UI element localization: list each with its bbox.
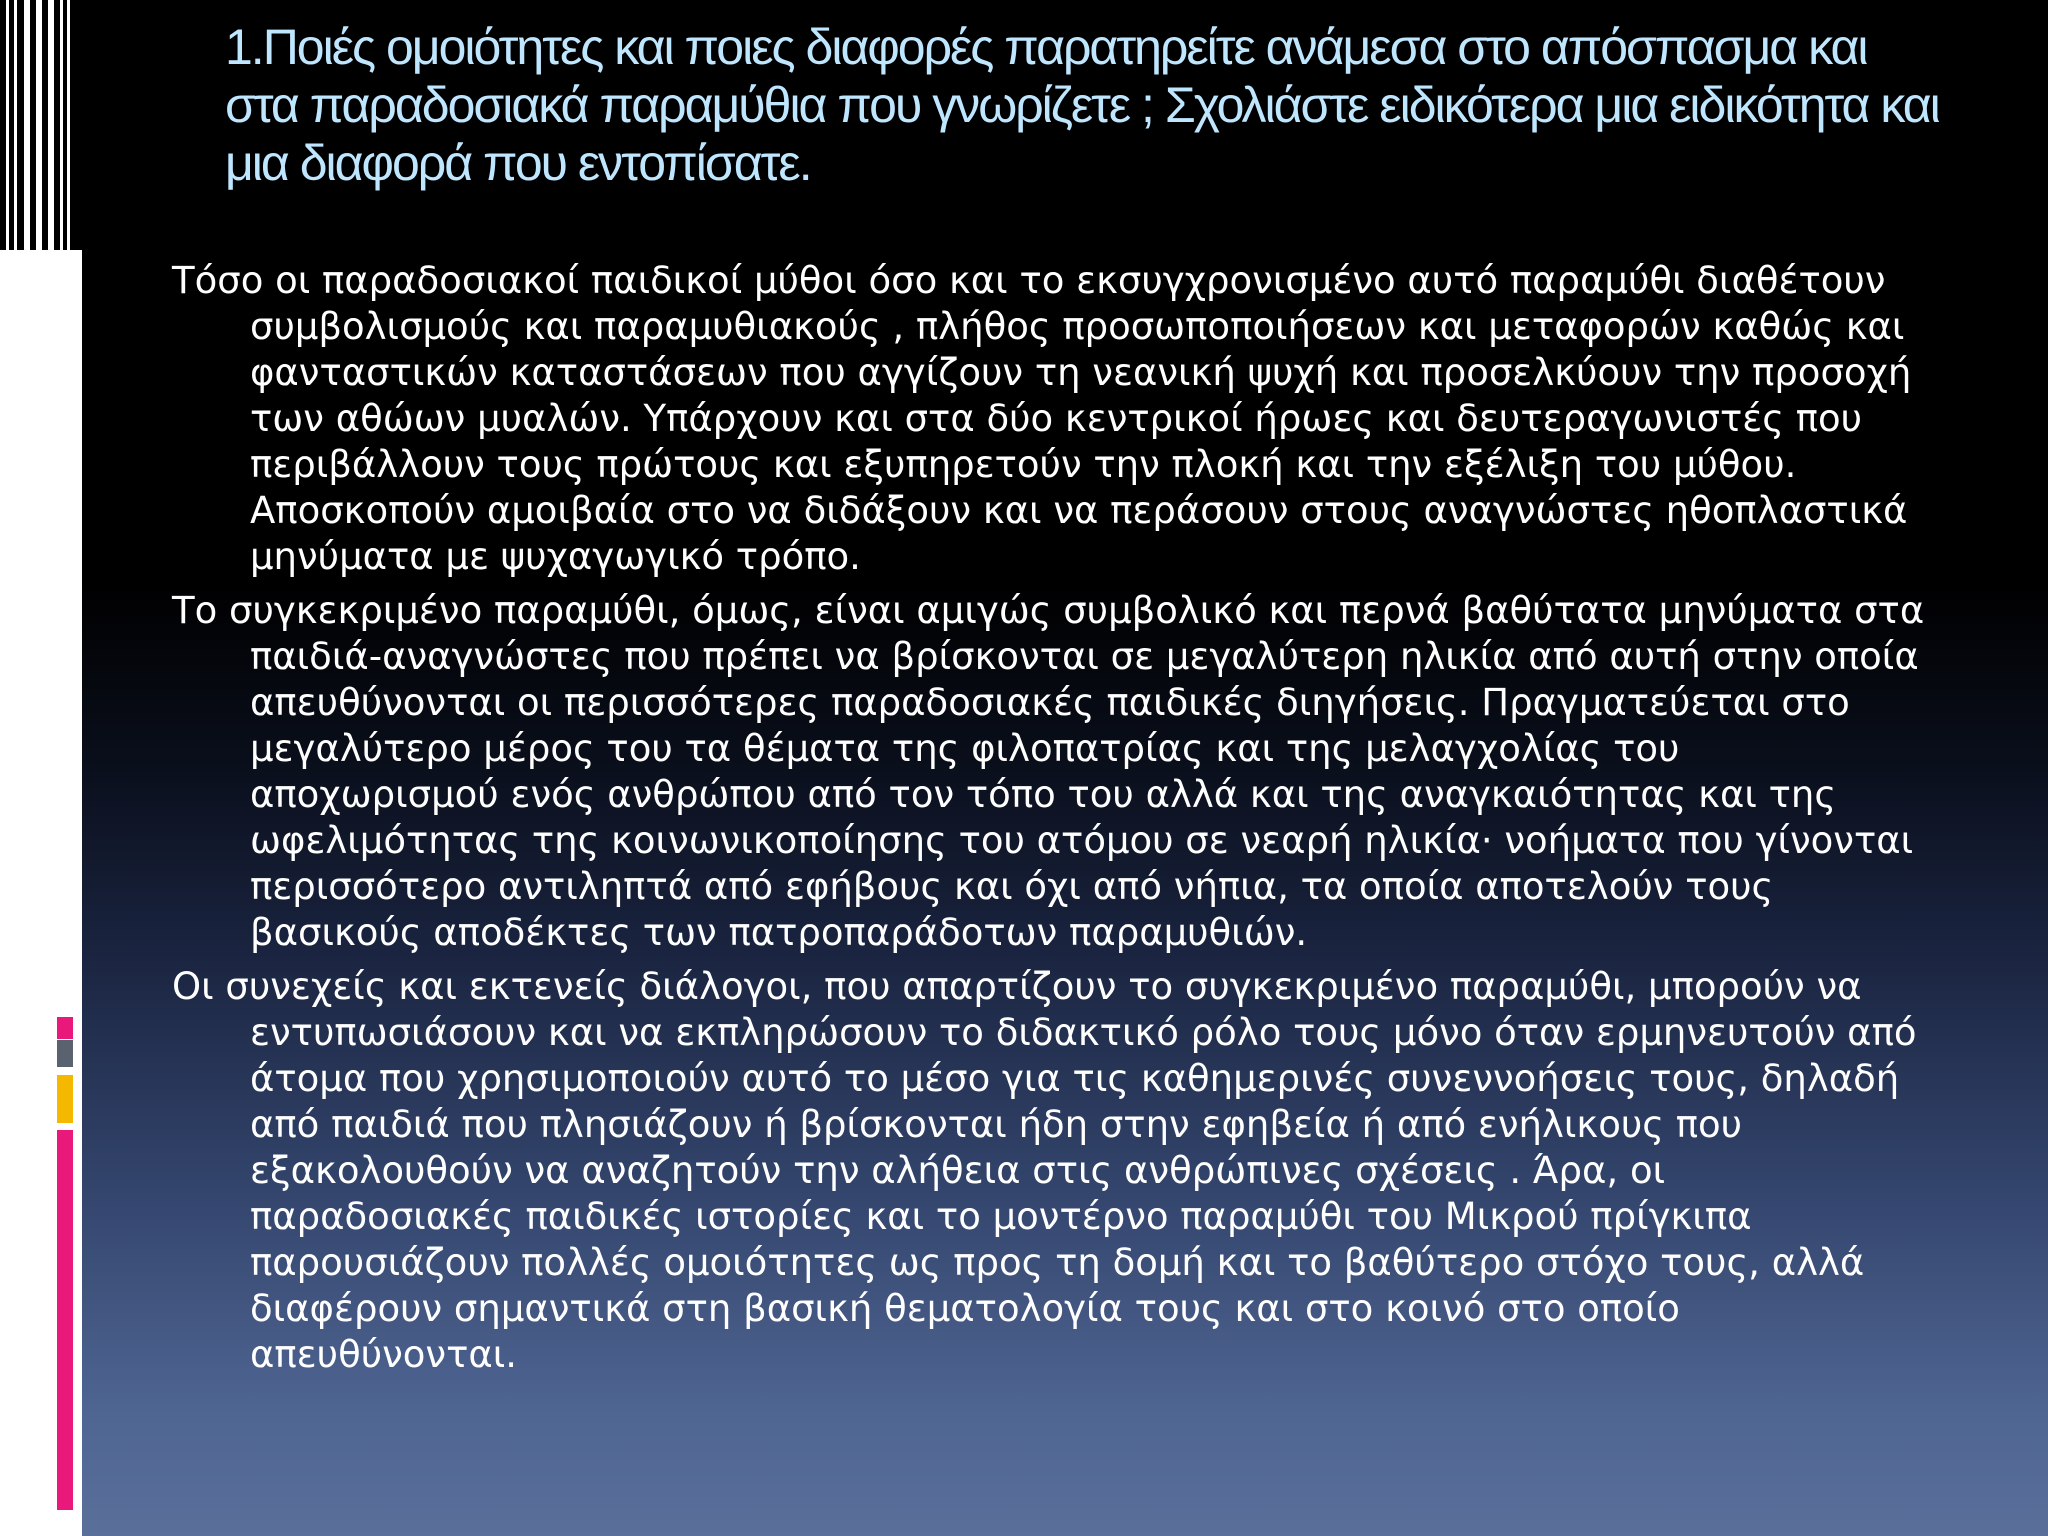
deco-block-gray bbox=[57, 1040, 73, 1067]
deco-stripe bbox=[36, 0, 42, 250]
slide-body bbox=[172, 258, 1932, 1386]
deco-stripe bbox=[6, 0, 9, 250]
deco-stripe bbox=[24, 0, 30, 250]
paragraph-conclusion: Οι συνεχείς και εκτενείς διάλογοι, που απαρτίζουν το συγκεκριμένο παραμύθι, μπορούν να εντυπωσιάσουν και να εκπληρώσουν το διδακτικό ρόλο τους μόνο όταν ερμηνευτούν από άτομα που χρησιμοποιούν αυτό το μέσο για τις καθημερινές συνεννοήσεις τους, δηλαδή από παιδιά που πλησιάζουν ή βρίσκονται ήδη στην εφηβεία ή από ενήλικους που εξακολουθούν να αναζητούν την αλήθεια στις ανθρώπινες σχέσεις . Άρα, οι παραδοσιακές παιδικές ιστορίες και το μοντέρνο παραμύθι του Μικρού πρίγκιπα παρουσιάζουν πολλές ομοιότητες ως προς τη δομή και το βαθύτερο στόχο τους, αλλά διαφέρουν σημαντικά στη βασική θεματολογία τους και στο κοινό στο οποίο απευθύνονται. bbox=[172, 965, 1917, 1376]
deco-block-gold bbox=[57, 1075, 73, 1123]
deco-block-pink-small bbox=[57, 1017, 73, 1039]
deco-stripe bbox=[48, 0, 54, 250]
slide-title: 1.Ποιές ομοιότητες και ποιες διαφορές παρατηρείτε ανάμεσα στο απόσπασμα και στα παραδοσιακά παραμύθια που γνωρίζετε ; Σχολιάστε ειδικότερα μια ειδικότητα και μια διαφορά που εντοπίσατε. bbox=[225, 19, 1939, 191]
deco-stripe bbox=[60, 0, 63, 250]
deco-block-pink-tall bbox=[57, 1130, 73, 1510]
deco-stripe bbox=[67, 0, 70, 250]
deco-stripe bbox=[14, 0, 17, 250]
paragraph-differences: Το συγκεκριμένο παραμύθι, όμως, είναι αμιγώς συμβολικό και περνά βαθύτατα μηνύματα στα παιδιά-αναγνώστες που πρέπει να βρίσκονται σε μεγαλύτερη ηλικία από αυτή στην οποία απευθύνονται οι περισσότερες παραδοσιακές παιδικές διηγήσεις. Πραγματεύεται στο μεγαλύτερο μέρος του τα θέματα της φιλοπατρίας και της μελαγχολίας του αποχωρισμού ενός ανθρώπου από τον τόπο του αλλά και της αναγκαιότητας και της ωφελιμότητας της κοινωνικοποίησης του ατόμου σε νεαρή ηλικία· νοήματα που γίνονται περισσότερο αντιληπτά από εφήβους και όχι από νήπια, τα οποία αποτελούν τους βασικούς αποδέκτες των πατροπαράδοτων παραμυθιών. bbox=[172, 589, 1925, 954]
paragraph-similarities: Τόσο οι παραδοσιακοί παιδικοί μύθοι όσο και το εκσυγχρονισμένο αυτό παραμύθι διαθέτουν συμβολισμούς και παραμυθιακούς , πλήθος προσωποποιήσεων και μεταφορών καθώς και φανταστικών καταστάσεων που αγγίζουν τη νεανική ψυχή και προσελκύουν την προσοχή των αθώων μυαλών. Υπάρχουν και στα δύο κεντρικοί ήρωες και δευτεραγωνιστές που περιβάλλουν τους πρώτους και εξυπηρετούν την πλοκή και την εξέλιξη του μύθου. Αποσκοπούν αμοιβαία στο να διδάξουν και να περάσουν στους αναγνώστες ηθοπλαστικά μηνύματα με ψυχαγωγικό τρόπο. bbox=[172, 259, 1912, 578]
top-left-stripes-decoration bbox=[0, 0, 82, 250]
